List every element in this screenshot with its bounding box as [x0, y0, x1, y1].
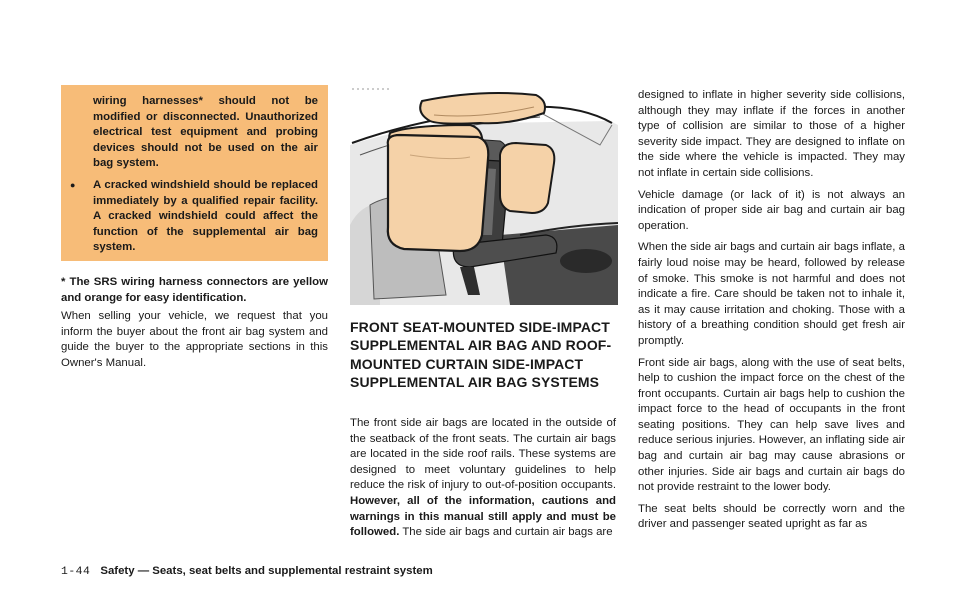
- right-column: [638, 88, 905, 539]
- warning-bullet-item: [70, 178, 318, 256]
- bullet-icon: ●: [70, 179, 76, 190]
- intro-bold-warning: However, all of the information, cautions and warnings in this manual still apply and must be followed.: [350, 494, 616, 539]
- side-airbag-intro-paragraph: [350, 416, 616, 541]
- warning-bullet-text: A cracked windshield should be replaced immediately by a qualified repair facility. A cracked windshield could affect the function of the supplemental air bag system.: [93, 178, 318, 254]
- right-paragraph-3: When the side air bags and curtain air bags inflate, a fairly loud noise may be heard, followed by release of smoke. This smoke is not harmful and does not indicate a fire. Care should be taken not to inhale it, as it may cause irritation and choking. Those with a history of a breathing condition should get fresh air promptly.: [638, 241, 905, 347]
- right-paragraph-5: The seat belts should be correctly worn and the driver and passenger seated upright as far as: [638, 502, 905, 531]
- intro-trailing-text: The side air bags and curtain air bags are: [402, 526, 613, 539]
- warning-box: [61, 85, 328, 261]
- footnote: * The SRS wiring harness connectors are yellow and orange for easy identification.: [61, 276, 328, 304]
- right-paragraph-1: designed to inflate in higher severity side collisions, although they may inflate if the forces in another type of collision are similar to those of a higher severity side impact. They are designed to inflate on the side where the vehicle is impacted. They may not inflate in certain side collisions.: [638, 89, 905, 179]
- warning-continued-text: wiring harnesses* should not be modified or disconnected. Unauthorized electrical test equipment and probing devices should not be used on the air bag system.: [93, 95, 318, 170]
- selling-paragraph: When selling your vehicle, we request that you inform the buyer about the front air bag system and guide the buyer to the appropriate sections in this Owner's Manual.: [61, 310, 328, 369]
- right-paragraph-2: Vehicle damage (or lack of it) is not always an indication of proper side air bag and curtain air bag operation.: [638, 188, 905, 232]
- intro-text: The front side air bags are located in the outside of the seatback of the front seats. The curtain air bags are located in the side roof rails. These systems are designed to meet voluntary guidelines to help reduce the risk of injury to out-of-position occupants.: [350, 417, 616, 492]
- airbag-illustration: [350, 85, 618, 305]
- right-paragraph-4: Front side air bags, along with the use of seat belts, help to cushion the impact force on the chest of the front occupants. Curtain air bags help to cushion the impact force to the head of occupants in the front seating positions. They can help save lives and reduce serious injuries. However, an inflating side air bag and curtain air bag may cause abrasions or other injuries. Side air bags and curtain air bags do not provide restraint to the lower body.: [638, 356, 905, 494]
- page-footer: [61, 565, 433, 578]
- page-number: 1-44: [61, 566, 91, 578]
- section-heading: FRONT SEAT-MOUNTED SIDE-IMPACT SUPPLEMENTAL AIR BAG AND ROOF-MOUNTED CURTAIN SIDE-IMPACT SUPPLEMENTAL AIR BAG SYSTEMS: [350, 319, 612, 390]
- chapter-title: Safety — Seats, seat belts and supplemental restraint system: [100, 565, 433, 577]
